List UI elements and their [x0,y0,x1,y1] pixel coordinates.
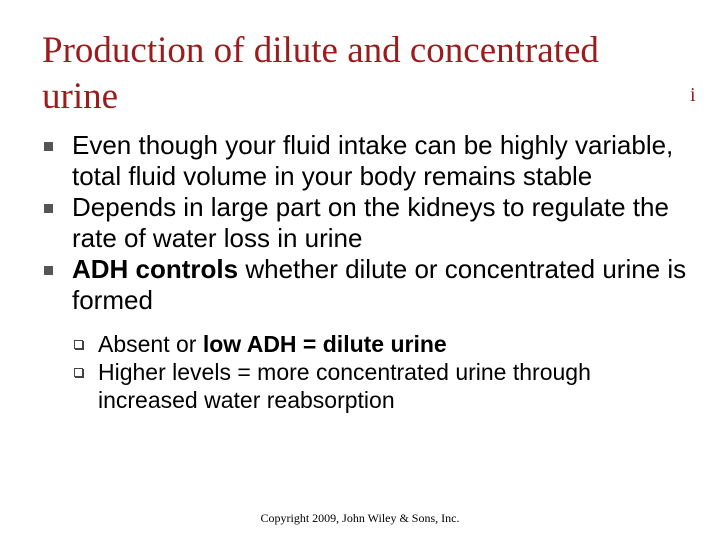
sub-bullet-item [72,358,694,414]
sub-bullet-text: Higher levels = more concentrated urine through increased water reabsorption [98,359,591,413]
bullet-list [44,130,694,414]
bullet-bold-text: ADH controls [72,254,239,284]
square-bullet-icon [44,142,53,151]
bullet-item [44,192,694,254]
sub-bullet-bold-text: low ADH = dilute urine [202,331,447,357]
bullet-text: whether dilute or concentrated urine is formed [72,254,687,315]
box-bullet-icon [74,368,83,377]
bullet-item [44,130,694,192]
slide-title: Production of dilute and concentrated urine [42,30,599,117]
box-bullet-icon [74,340,83,349]
bullet-text: Even though your fluid intake can be highly variable, total fluid volume in your body remains stable [72,130,674,191]
copyright-footer: Copyright 2009, John Wiley & Sons, Inc. [260,511,460,525]
corner-mark: i [690,84,696,106]
bullet-item [44,254,694,414]
square-bullet-icon [44,266,53,275]
sub-bullet-item [72,330,694,358]
sub-bullet-list [72,330,694,414]
sub-bullet-text: Absent or [98,331,203,357]
bullet-text: Depends in large part on the kidneys to regulate the rate of water loss in urine [72,192,669,253]
square-bullet-icon [44,204,53,213]
